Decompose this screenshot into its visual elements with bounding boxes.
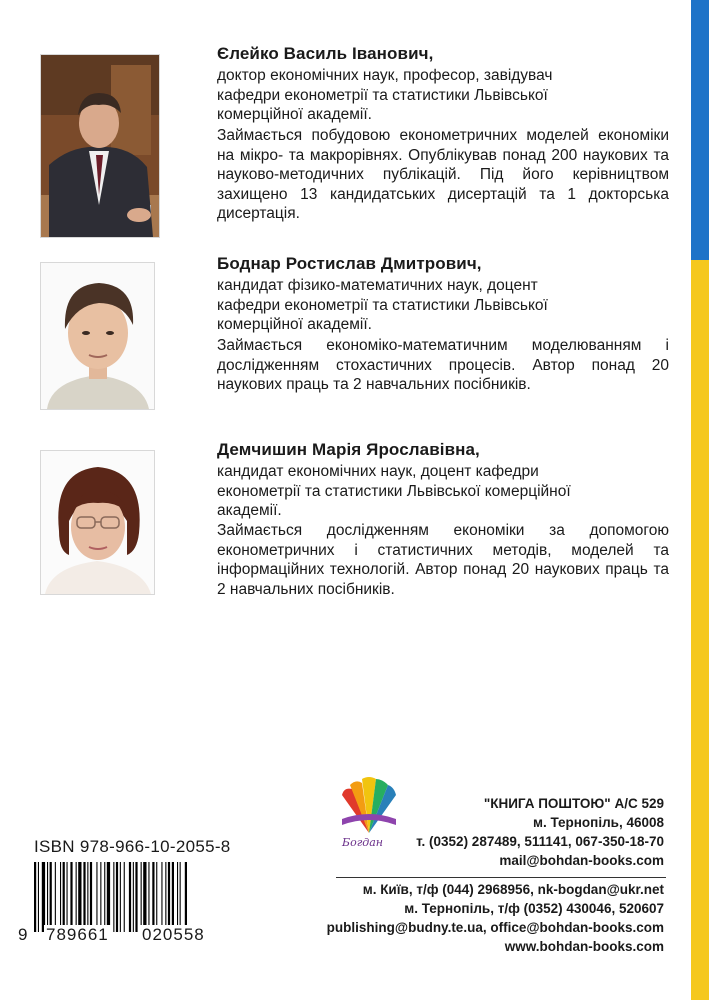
contact-line: м. Тернопіль, 46008 <box>532 815 664 830</box>
barcode-bar <box>172 862 174 932</box>
author-bio: Займається побудовою економетричних моделей економіки на мікро- та макрорівнях. Опублікував понад 200 наукових та науково-методичних публікацій. Під його керівництвом захищено 13 кандидатських дисертацій та 1 докторська дисертація. <box>217 127 669 222</box>
publisher-logo-text: Богдан <box>342 836 384 849</box>
contacts-divider <box>336 877 666 878</box>
barcode-bar <box>148 862 149 932</box>
barcode-bar <box>83 862 85 932</box>
barcode-bar <box>165 862 166 932</box>
barcode-bar <box>180 862 181 932</box>
isbn-text: ISBN 978-966-10-2055-8 <box>34 837 231 856</box>
barcode-bar <box>143 862 146 932</box>
author-photo-yeleiko <box>40 54 160 238</box>
barcode-digits-left: 789661 <box>46 925 109 944</box>
barcode-bar <box>70 862 72 932</box>
barcode-bar <box>96 862 97 932</box>
barcode-bar <box>116 862 118 932</box>
barcode-bar <box>47 862 48 932</box>
position-line: кандидат фізико-математичних наук, доцент <box>217 277 538 294</box>
barcode-bar <box>38 862 39 932</box>
barcode-bar <box>63 862 65 932</box>
cover-color-stripe <box>691 0 709 1000</box>
barcode-bar <box>60 862 61 932</box>
position-line: комерційної академії. <box>217 106 372 123</box>
author-position <box>217 276 667 335</box>
contact-line: м. Київ, т/ф (044) 2968956, nk-bogdan@ukr.net <box>362 882 664 897</box>
barcode-bar <box>185 862 187 932</box>
barcode-bar <box>152 862 154 932</box>
barcode-bar <box>100 862 101 932</box>
contact-line: mail@bohdan-books.com <box>499 853 664 868</box>
author-photo-demchyshyn <box>40 450 155 595</box>
barcode-bar <box>177 862 178 932</box>
barcode-bar <box>133 862 134 932</box>
publisher-contacts-1 <box>416 794 664 870</box>
publisher-contacts-2 <box>327 880 664 956</box>
contact-line: м. Тернопіль, т/ф (0352) 430046, 520607 <box>404 901 664 916</box>
position-line: кафедри економетрії та статистики Львівської <box>217 296 548 314</box>
barcode-bar <box>34 862 36 932</box>
barcode-bar <box>168 862 170 932</box>
barcode-bar <box>78 862 81 932</box>
position-line: комерційної академії. <box>217 316 372 333</box>
author-position <box>217 462 667 521</box>
contact-line: "КНИГА ПОШТОЮ" А/С 529 <box>483 796 664 811</box>
author-photo-bodnar <box>40 262 155 410</box>
position-line: доктор економічних наук, професор, завідувач <box>217 67 553 84</box>
barcode-bar <box>129 862 131 932</box>
barcode-bar <box>135 862 137 932</box>
barcode-bar <box>107 862 110 932</box>
author-bio: Займається економіко-математичним моделюванням і дослідженням стохастичних процесів. Автор понад 20 наукових праць та 2 навчальних посібників. <box>217 337 669 393</box>
barcode-bar <box>161 862 162 932</box>
author-position <box>217 66 667 125</box>
stripe-blue <box>691 0 709 260</box>
position-line: кафедри економетрії та статистики Львівської <box>217 86 548 104</box>
barcode-bar <box>42 862 45 932</box>
barcode-bar <box>156 862 157 932</box>
barcode-bar <box>120 862 121 932</box>
barcode-bar <box>50 862 52 932</box>
author-bio: Займається дослідженням економіки за допомогою економетричних і статистичних методів, моделей та інформаційних технологій. Автор понад 20 наукових праць та 2 навчальних посібників. <box>217 522 669 598</box>
barcode-bar <box>76 862 77 932</box>
barcode-bar <box>90 862 92 932</box>
position-line: кандидат економічних наук, доцент кафедри <box>217 463 539 480</box>
barcode-bar <box>55 862 56 932</box>
author-name: Єлейко Василь Іванович, <box>217 44 434 63</box>
barcode-bar <box>67 862 68 932</box>
position-line: економетрії та статистики Львівської комерційної <box>217 482 571 500</box>
contact-line: publishing@budny.te.ua, office@bohdan-books.com <box>326 920 664 935</box>
barcode-digit-first: 9 <box>18 925 29 944</box>
barcode-bar <box>104 862 105 932</box>
barcode-bar <box>87 862 88 932</box>
stripe-yellow <box>691 260 709 1000</box>
author-name: Боднар Ростислав Дмитрович, <box>217 254 482 273</box>
barcode-bar <box>124 862 125 932</box>
contact-line: www.bohdan-books.com <box>504 939 664 954</box>
position-line: академії. <box>217 502 282 519</box>
contact-line: т. (0352) 287489, 511141, 067-350-18-70 <box>416 834 664 849</box>
barcode-digits-right: 020558 <box>142 925 205 944</box>
author-name: Демчишин Марія Ярославівна, <box>217 440 480 459</box>
barcode-bar <box>141 862 142 932</box>
barcode-bar <box>113 862 114 932</box>
